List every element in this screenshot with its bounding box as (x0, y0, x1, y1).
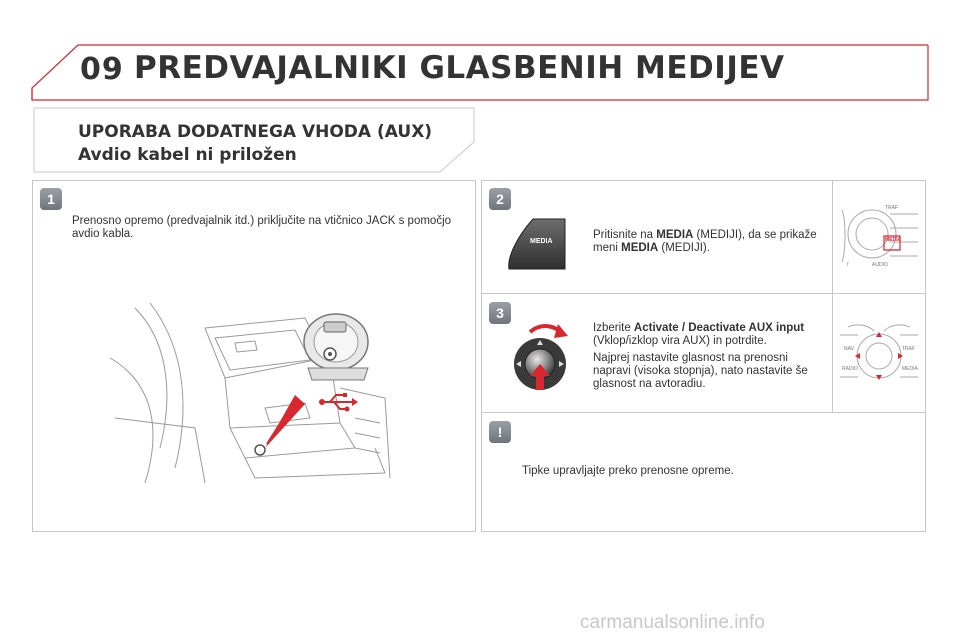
watermark: carmanualsonline.info (580, 612, 765, 633)
step2-text-d: MEDIA (621, 242, 659, 254)
chapter-title: PREDVAJALNIKI GLASBENIH MEDIJEV (134, 50, 785, 86)
warning-badge: ! (489, 421, 511, 443)
section-subtitle: Avdio kabel ni priložen (78, 145, 297, 165)
panel-audio-label: AUDIO (872, 262, 888, 268)
panel-traf-label-2: TRAF (902, 346, 916, 352)
panel-radio-label: RADIO (842, 366, 858, 372)
step3-text2: Najprej nastavite glasnost na prenosni napravi (visoka stopnja), nato nastavite še glasnost na avtoradiu. (593, 352, 808, 390)
step3-text-b: Activate / Deactivate AUX input (633, 322, 805, 334)
step3-badge: 3 (489, 302, 511, 324)
step2-text-a: Pritisnite na (593, 229, 657, 241)
step1-badge: 1 (40, 188, 62, 210)
jack-socket-illustration (298, 308, 378, 388)
row-divider-2 (481, 412, 926, 413)
warning-text: Tipke upravljajte preko prenosne opreme. (522, 465, 734, 477)
step3-text-a: Izberite (593, 322, 634, 334)
chapter-number: 09 (80, 52, 124, 87)
step1-text: Prenosno opremo (predvajalnik itd.) priključite na vtičnico JACK s pomočjo avdio kabla. (72, 215, 452, 240)
step3-text-c: (Vklop/izklop vira AUX) in potrdite. (593, 335, 767, 347)
step3-text (593, 322, 828, 348)
step2-text-e: (MEDIJI). (658, 242, 710, 254)
step2-badge: 2 (489, 188, 511, 210)
row-divider-1 (481, 293, 926, 294)
column-divider (832, 180, 833, 412)
panel-nav-label: NAV (844, 346, 854, 352)
step2-text (593, 229, 823, 255)
panel-media-label-2: MEDIA (902, 366, 918, 372)
step2-text-c: (MEDIJI), da se prikaže meni (593, 229, 817, 254)
panel-num-label: 7 (846, 262, 849, 268)
usb-icon (318, 390, 358, 414)
section-title: UPORABA DODATNEGA VHODA (AUX) (78, 122, 433, 142)
rotary-knob-illustration (508, 318, 588, 402)
panel-traf-label: TRAF (885, 205, 899, 211)
media-button-label: MEDIA (530, 238, 553, 245)
panel-media-label: MEDIA (885, 237, 902, 243)
step2-text-b: MEDIA (656, 229, 694, 241)
radio-panel-knob-illustration (838, 323, 920, 393)
